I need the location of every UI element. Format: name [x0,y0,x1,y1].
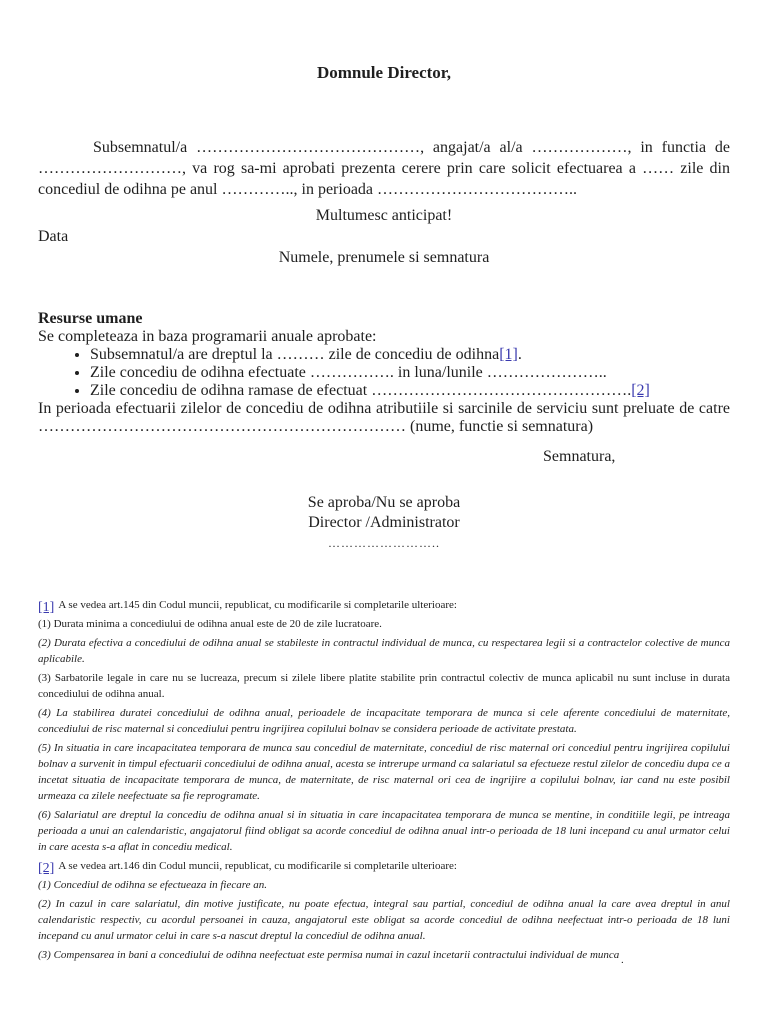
footnote-item: (2) In cazul in care salariatul, din motive justificate, nu poate efectua, integral sau partial, concediul de odihna anual la care avea dreptul in anul calendaristic respectiv, cu acordul persoanei in cauza, angajatorul este obligat sa acorde concediul de odihna neefectuat intr-o perioada de 18 luni incepand cu anul urmator celui in care s-a nascut dreptul la concediul de odihna anual. [38,898,730,942]
footnote-item: (4) La stabilirea duratei concediului de odihna anual, perioadele de incapacitate temporara de munca si cele aferente concediului de maternitate, concediului de risc maternal si concediului pentru ingrijirea copilului bolnav se considera perioade de activitate prestata. [38,707,730,735]
footnote-item-text: (3) Compensarea in bani a concediului de odihna neefectuat este permisa numai in cazul incetarii contractului individual de munca [38,949,620,961]
footnote-item: (1) Concediul de odihna se efectueaza in fiecare an. [38,879,268,891]
request-paragraph: Subsemnatul/a ……………………………………, angajat/a al/a ………………, in functia de ………………………, va rog sa-mi aprobati prezenta cerere prin care solicit efectuarea a …… zile din concediul de odihna pe anul ………….., in perioada ……………………………….. [38,139,730,198]
approval-role-line: Director /Administrator [308,514,460,531]
footnote-item [38,947,730,966]
footnote-1-heading-text: A se vedea art.145 din Codul muncii, republicat, cu modificarile si completarile ulterioare: [58,599,457,611]
approval-decision-line: Se aproba/Nu se aproba [307,494,461,511]
footnote-item: (6) Salariatul are dreptul la concediu de odihna anual si in situatia in care incapacitatea temporara de munca se mentine, in conditiile legii, pe intreaga perioada a unui an calendaristic, angajatorul fiind obligat sa acorde concediul de odihna anual intr-o perioada de 18 luni incepand cu anul urmator celui in care acesta s-a aflat in concediu medical. [38,809,730,853]
list-item-text: Zile concediu de odihna ramase de efectuat …………………………………………. [90,382,632,399]
document-title: Domnule Director, [316,63,452,82]
signature-label: Semnatura, [543,448,616,465]
handover-paragraph: In perioada efectuarii zilelor de concediu de odihna atributiile si sarcinile de serviciu sunt preluate de catre …………………………………………………………… (nume, functie si semnatura) [38,400,730,435]
list-item-text: Subsemnatul/a are dreptul la ……… zile de concediu de odihna [90,346,500,363]
approval-block [38,493,730,553]
list-item [90,364,730,382]
hr-intro-line: Se completeaza in baza programarii anuale aprobate: [38,328,377,345]
thanks-line: Multumesc anticipat! [315,207,453,224]
footnote-2-heading-text: A se vedea art.146 din Codul muncii, republicat, cu modificarile si completarile ulterioare: [58,860,457,872]
footnote-item: (2) Durata efectiva a concediului de odihna anual se stabileste in contractul individual de munca, cu respectarea legii si a contractelor colective de munca aplicabile. [38,637,730,665]
list-item [90,346,730,364]
hr-section [38,310,730,467]
footnote-2-marker-link[interactable]: [2] [38,861,55,876]
approval-dotted-line: …………………….. [328,536,440,550]
hr-section-title: Resurse umane [38,310,143,327]
footnote-item: (5) In situatia in care incapacitatea temporara de munca sau concediul de maternitate, concediul de risc maternal ori concediul pentru ingrijirea copilului bolnav a survenit in timpul efectuarii concediului de odihna anual, acesta se intrerupe urmand ca salariatul sa efectueze restul zilelor de concediu dupa ce a incetat situatia de incapacitate temporara de munca, de maternitate, de risc maternal ori cea de ingrijire a copilului bolnav, iar cand nu este posibil urmeaza ca zilele neefectuate sa fie reprogramate. [38,742,730,802]
footnotes-section [38,597,730,966]
footnote-2-heading [38,858,730,874]
footnote-item: (1) Durata minima a concediului de odihna anual este de 20 de zile lucratoare. [38,618,382,630]
footnote-ref-2[interactable]: [2] [631,382,650,399]
footnote-ref-1[interactable]: [1] [499,346,518,363]
list-item-text: Zile concediu de odihna efectuate ……………. in luna/lunile ………………….. [90,364,607,381]
vacation-entitlement-list [38,346,730,400]
footnote-item: (3) Sarbatorile legale in care nu se lucreaza, precum si zilele libere platite stabilite prin contractul colectiv de munca aplicabil nu sunt incluse in durata concediului de odihna anual. [38,672,730,700]
footnote-1-marker-link[interactable]: [1] [38,600,55,615]
signature-caption-line: Numele, prenumele si semnatura [278,249,490,266]
list-item-suffix: . [517,346,522,363]
date-label: Data [38,228,69,245]
footnote-1-heading [38,597,730,613]
stray-period: . [621,954,625,966]
list-item [90,382,730,400]
